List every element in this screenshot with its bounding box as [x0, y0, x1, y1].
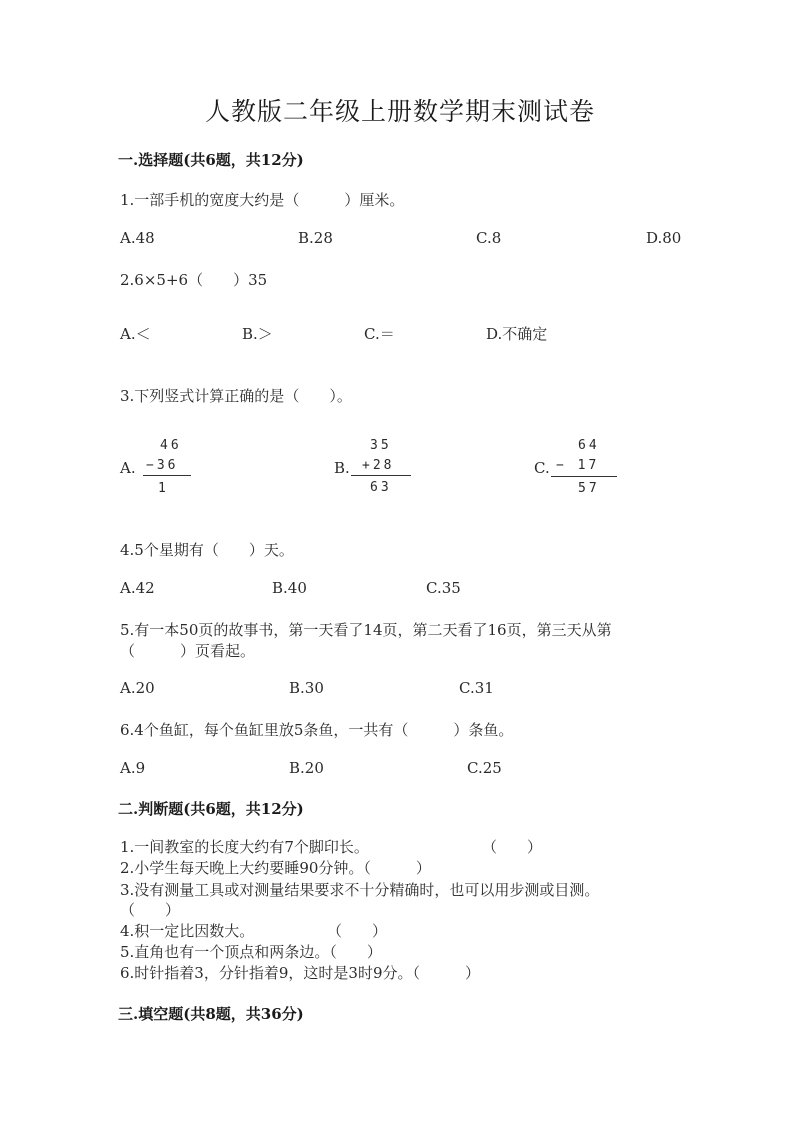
judge-answer-blank[interactable]: （ ） [482, 838, 543, 856]
calc-line [351, 475, 411, 476]
option-label: C. [534, 459, 550, 477]
option-label: B. [334, 459, 350, 477]
question-text: 2.6×5+6（ ）35 [120, 271, 268, 289]
judge-question: 1.一间教室的长度大约有7个脚印长。 [120, 838, 369, 856]
option-b[interactable]: B.20 [289, 759, 324, 777]
question-text: 6.4个鱼缸，每个鱼缸里放5条鱼，一共有（ ）条鱼。 [120, 721, 514, 739]
option-d[interactable]: D.80 [646, 229, 682, 247]
judge-answer-blank[interactable]: （ ） [120, 901, 181, 919]
calc-result: 1 [158, 481, 169, 496]
option-d[interactable]: D.不确定 [486, 325, 548, 343]
question-text: 4.5个星期有（ ）天。 [120, 541, 294, 559]
option-c[interactable]: C.8 [476, 229, 502, 247]
judge-question: 2.小学生每天晚上大约要睡90分钟。（ ） [120, 859, 431, 877]
judge-question: 4.积一定比因数大。 [120, 922, 255, 940]
option-a[interactable]: A.48 [120, 229, 155, 247]
option-c[interactable]: C.＝ [364, 325, 395, 343]
option-c[interactable]: C.35 [426, 579, 461, 597]
option-c[interactable]: C.25 [467, 759, 502, 777]
calc-operand: −36 [146, 458, 179, 473]
calc-line [143, 475, 191, 476]
section-heading-fill: 三.填空题(共8题，共36分) [118, 1005, 304, 1023]
calc-operand: − 17 [556, 458, 600, 473]
calc-top-number: 35 [370, 438, 392, 453]
option-b[interactable]: B.＞ [242, 325, 273, 343]
calc-top-number: 64 [578, 438, 600, 453]
option-a[interactable]: A.20 [120, 679, 155, 697]
judge-answer-blank[interactable]: （ ） [327, 922, 388, 940]
option-c[interactable]: C.31 [459, 679, 494, 697]
question-text-line2: （ ）页看起。 [120, 642, 256, 660]
judge-question: 3.没有测量工具或对测量结果要求不十分精确时，也可以用步测或目测。 [120, 881, 600, 899]
option-a[interactable]: A.9 [120, 759, 146, 777]
section-heading-choice: 一.选择题(共6题，共12分) [118, 151, 304, 169]
question-text: 3.下列竖式计算正确的是（ ）。 [120, 387, 352, 405]
calc-top-number: 46 [160, 438, 182, 453]
option-a[interactable]: A.＜ [120, 325, 151, 343]
judge-question: 5.直角也有一个顶点和两条边。（ ） [120, 943, 382, 961]
option-label: A. [120, 459, 136, 477]
calc-result: 63 [370, 480, 392, 495]
judge-question: 6.时针指着3，分针指着9，这时是3时9分。（ ） [120, 964, 480, 982]
question-text-line1: 5.有一本50页的故事书，第一天看了14页，第二天看了16页，第三天从第 [120, 621, 612, 639]
option-b[interactable]: B.28 [298, 229, 333, 247]
question-text: 1.一部手机的宽度大约是（ ）厘米。 [120, 191, 405, 209]
option-b[interactable]: B.30 [289, 679, 324, 697]
calc-result: 57 [578, 481, 600, 496]
option-a[interactable]: A.42 [120, 579, 155, 597]
section-heading-judge: 二.判断题(共6题，共12分) [118, 800, 304, 818]
calc-line [551, 476, 617, 477]
calc-operand: +28 [362, 458, 395, 473]
option-b[interactable]: B.40 [272, 579, 307, 597]
page-title: 人教版二年级上册数学期末测试卷 [204, 97, 595, 126]
